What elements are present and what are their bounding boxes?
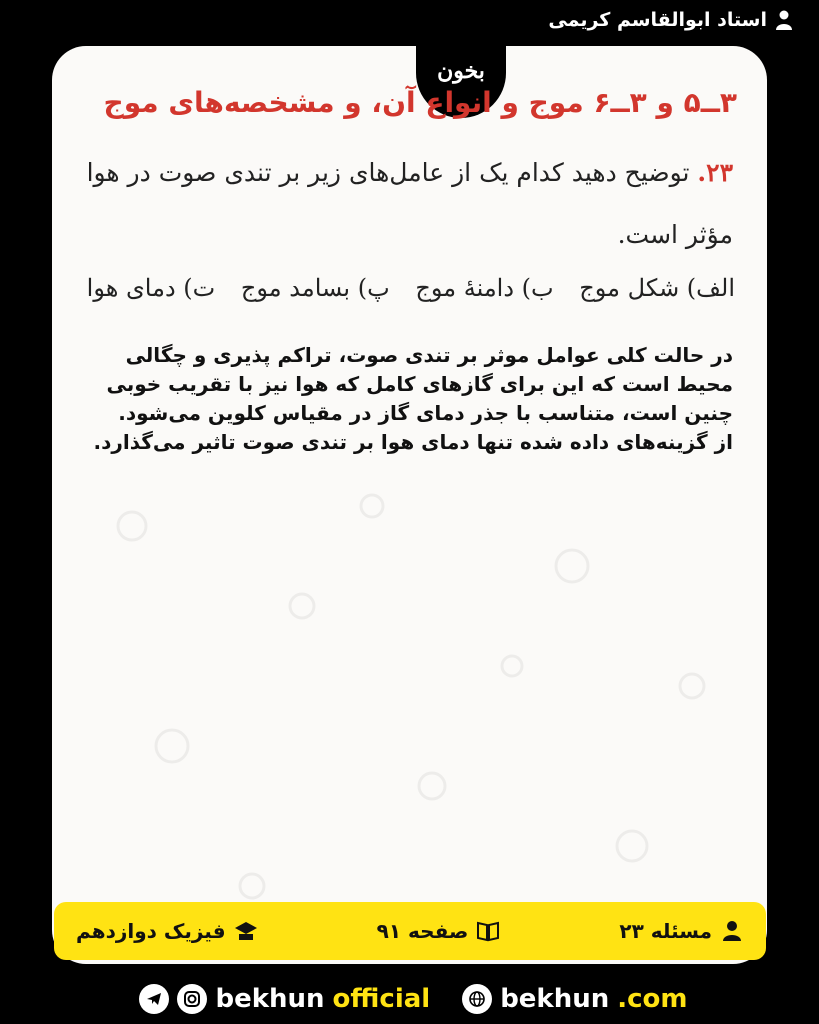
teacher-icon [720,920,744,942]
globe-icon [462,984,492,1014]
graduation-cap-icon [234,920,258,942]
answer-line: در حالت کلی عوامل موثر بر تندی صوت، تراکم پذیری و چگالی [125,343,733,367]
content-card [52,46,767,964]
author-name: استاد ابوالقاسم کریمی [548,9,767,31]
telegram-icon [139,984,169,1014]
author-label [548,9,793,31]
problem-label: مسئله ۲۳ [619,919,712,943]
footer [0,974,819,1024]
social-link[interactable] [139,984,431,1014]
answer-line: محیط است که این برای گازهای کامل که هوا نیز با تقریب خوبی [106,372,733,396]
option-a: الف) شکل موج [579,274,735,302]
question-text [73,142,733,266]
info-bar [54,902,766,960]
user-icon [775,10,793,30]
problem-info [619,919,744,943]
question-options [75,274,735,302]
instagram-icon [177,984,207,1014]
social-handle-prefix: bekhun [215,984,325,1014]
book-label: فیزیک دوازدهم [76,919,226,943]
answer-line: از گزینه‌های داده شده تنها دمای هوا بر تندی صوت تاثیر می‌گذارد. [93,430,733,454]
website-link[interactable] [462,984,688,1014]
logo-text: بخون [437,58,485,84]
question-body: توضیح دهید کدام یک از عامل‌های زیر بر تندی صوت در هوا مؤثر است. [86,158,733,249]
social-handle-suffix: official [332,984,431,1014]
top-bar [0,0,819,48]
option-b: ب) دامنهٔ موج [415,274,554,302]
open-book-icon [476,920,500,942]
option-c: پ) بسامد موج [240,274,390,302]
book-info [76,919,258,943]
option-d: ت) دمای هوا [86,274,216,302]
page-label: صفحه ۹۱ [376,919,469,943]
page-info [377,919,501,943]
question-number: ۲۳. [697,158,733,187]
site-suffix: .com [617,984,688,1014]
site-prefix: bekhun [500,984,610,1014]
section-title: ۳ــ۵ و ۳ــ۶ موج و انواع آن، و مشخصه‌های موج [103,86,737,119]
answer-text [63,341,733,457]
answer-line: چنین است، متناسب با جذر دمای گاز در مقیاس کلوین می‌شود. [118,401,733,425]
